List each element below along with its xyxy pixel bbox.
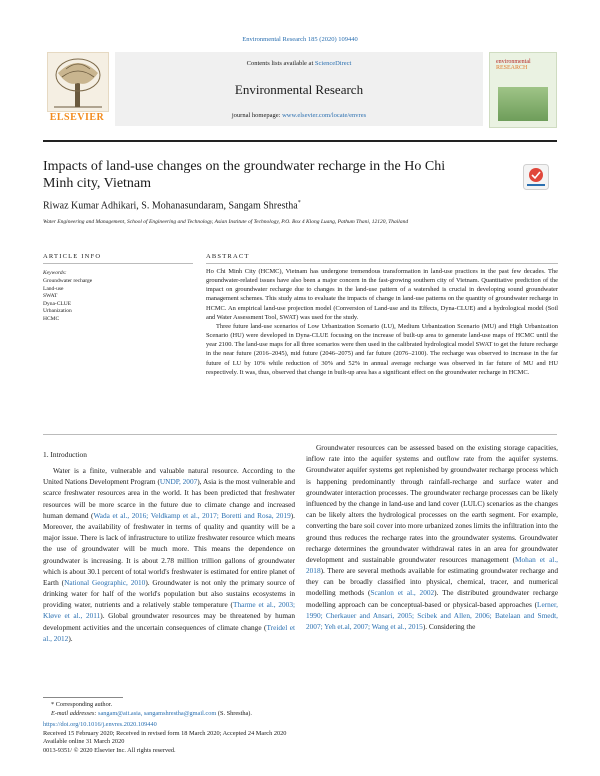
text-run: ), Asia is the most vulnerable and scarce freshwater resources area in the world. It has been predicted that freshwater resources will be more scarce in the future due to climate change and increased human demand (: [43, 477, 295, 520]
email-owner: (S. Shrestha).: [217, 710, 252, 717]
email-links[interactable]: sangam@ait.asia, sangamshrestha@gmail.com: [98, 710, 217, 717]
reference-link[interactable]: National Geographic, 2010: [64, 577, 146, 587]
reference-link[interactable]: UNDP, 2007: [159, 477, 198, 487]
article-title: Impacts of land-use changes on the groundwater recharge in the Ho Chi Minh city, Vietnam: [43, 159, 446, 191]
abstract-paragraph-2: Three future land-use scenarios of Low Urbanization Scenario (LU), Medium Urbanization Scenario (MU) and High Urbanization Scenario (HU) were developed in Dyna-CLUE focusing on the increase of built-up area to generate land-use maps of HCMC until the year 2100. The land-use maps for all three scenarios were then used in the calibrated hydrological model SWAT to get the future recharge in the near future (2016–2045), mid future (2046–2075) and far future (2076–2100). The recharge was observed to increase in the far future of LU by 10% while reduction of 30% and 52% in annual average recharge was observed in far future of MU and HU respectively. It was, thus, observed that change in built-up area has a significant effect on the groundwater recharge in HCMC.: [206, 322, 558, 376]
author-affiliation: Water Engineering and Management, School of Engineering and Technology, Asian Institute of Technology, P.O. Box 4 Klong Luang, Pathum Thani, 12120, Thailand: [43, 219, 409, 225]
keyword: SWAT: [43, 293, 58, 300]
journal-citation-line[interactable]: Environmental Research 185 (2020) 109440: [242, 36, 358, 43]
reference-link[interactable]: Mohan et al., 2018: [306, 554, 558, 576]
elsevier-logo[interactable]: [43, 52, 111, 126]
corresponding-author-note: [43, 700, 557, 709]
article-info-rule: [43, 263, 193, 264]
abstract-paragraph-1: Ho Chi Minh City (HCMC), Vietnam has undergone tremendous transformation in land-use practices in the past few decades. The groundwater-related issues have also been a major concern in the fast-growing southern city of Vietnam. Quantitative prediction of the impact on groundwater recharge due to changes in the land-use pattern of a watershed is crucial in developing sound groundwater management schemes. This study aims to evaluate the impacts of change in land-use patterns on the quantity of groundwater recharge in HCMC. An empirical land-use projection model (Conversion of Land-use and its Effects, Dyna-CLUE) and a hydrological model (Soil and Water Assessment Tool, SWAT) was used for the study.: [206, 268, 558, 321]
available-online: Available online 31 March 2020: [43, 738, 125, 746]
corresponding-author-text: Corresponding author.: [55, 701, 113, 708]
keyword: Groundwater recharge: [43, 278, 93, 284]
cover-line2: RESEARCH: [496, 65, 528, 71]
homepage-prefix: journal homepage:: [231, 112, 281, 119]
text-run: Groundwater resources can be assessed based on the existing storage capacities, inflow rate into the aquifer systems and outflow rate from the aquifer systems. Groundwater aquifer systems get replenished by groundwater recharge process which is happening predominantly through rainfall-recharge and surface water and groundwater interaction processes. The groundwater recharge processes can be likely influenced by the change in land-use and land cover (LULC) scenarios as the changes can be likely alters the hydrological processes on the earth segment. For example, converting the bare soil cover into more urbanized zones limits the infiltration into the ground thus reduces the recharge rates into the groundwater systems. Groundwater recharge determines the groundwater withdrawal rates in an area for groundwater development and sustainable groundwater resources management (: [306, 443, 558, 564]
journal-banner: [115, 52, 483, 126]
corresponding-author-mark[interactable]: *: [297, 200, 301, 206]
keywords-label: Keywords:: [43, 270, 67, 276]
keyword: Land-use: [43, 285, 64, 292]
cover-image: [498, 87, 548, 121]
intro-paragraph-1: [43, 465, 295, 644]
elsevier-wordmark: ELSEVIER: [49, 112, 105, 123]
abstract-bottom-rule: [43, 434, 557, 435]
homepage-link[interactable]: www.elsevier.com/locate/envres: [282, 112, 367, 119]
reference-link[interactable]: Wada et al., 2016; Veldkamp et al., 2017; Boretti and Rosa, 2019: [93, 510, 291, 520]
journal-title: Environmental Research: [234, 82, 364, 97]
publication-info: [43, 721, 286, 755]
received-dates: Received 15 February 2020; Received in revised form 18 March 2020; Accepted 24 March 2020: [43, 729, 287, 737]
introduction-heading: 1. Introduction: [43, 450, 87, 459]
author-list: [43, 200, 543, 211]
journal-homepage: [115, 112, 483, 119]
sciencedirect-link[interactable]: ScienceDirect: [314, 60, 352, 67]
abstract-body: [206, 267, 558, 377]
footnote-rule: [43, 697, 123, 698]
header-rule: [43, 140, 557, 142]
text-run: ). Global groundwater resources may be threatened by human development activities and the uncertain consequences of climate change (: [43, 611, 295, 632]
text-run: Water is a finite, vulnerable and valuable natural resource. According to the United Nations Development Program (: [43, 466, 295, 487]
text-run: ). Groundwater is not only the primary source of drinking water for half of the world's population but also sustains ecosystems in providing water, nutrients and a relatively stable temperature (: [43, 577, 295, 610]
journal-cover-icon[interactable]: [489, 52, 557, 128]
body-column-left: [43, 465, 295, 644]
keyword: HCMC: [43, 315, 60, 322]
reference-link[interactable]: Treidel et al., 2012: [43, 622, 295, 643]
email-note: [43, 709, 557, 718]
keyword: Dyna-CLUE: [43, 300, 72, 307]
text-run: ). There are several methods available for estimating groundwater recharge and they can be broadly classified into physical, chemical, tracer, and numerical modelling methods (: [306, 566, 558, 598]
text-run: ). Considering the: [422, 622, 476, 631]
doi-link[interactable]: https://doi.org/10.1016/j.envres.2020.109440: [43, 721, 157, 728]
contents-prefix: Contents lists available at: [246, 60, 314, 67]
text-run: ). Moreover, the availability of freshwater in terms of quality and quantity will be a major issue. There is lack of infrastructure to utilize freshwater resource which means the use of groundwater will be much more. This means the dependence on groundwater is increasing. It is about 2.78 million trillion gallons of groundwater which is about 30.1 percent of total world's freshwater is estimated for entire planet of Earth (: [43, 510, 295, 587]
reference-link[interactable]: Tharme et al., 2003; Kløve et al., 2011: [43, 600, 295, 621]
email-label: E-mail addresses:: [51, 710, 97, 717]
keywords-list: [43, 278, 92, 324]
copyright: 0013-9351/ © 2020 Elsevier Inc. All rights reserved.: [43, 746, 176, 754]
author-names: Riwaz Kumar Adhikari, S. Mohanasundaram, Sangam Shrestha: [43, 200, 298, 212]
article-info-heading: ARTICLE INFO: [43, 253, 102, 260]
abstract-heading: ABSTRACT: [206, 253, 250, 260]
cover-title: [496, 59, 550, 71]
footnote-block: [43, 697, 557, 718]
journal-header: [43, 52, 557, 128]
intro-paragraph-2: [306, 442, 558, 632]
text-run: ).: [68, 633, 73, 643]
elsevier-tree-icon: [47, 52, 109, 112]
crossmark-icon[interactable]: [523, 164, 549, 190]
reference-link[interactable]: Lerner, 1990; Cherkauer and Ansari, 2005; Scibek and Allen, 2006; Batelaan and Smedt, 2007; Yeh et.al, 2007; Wang et al., 2015: [306, 599, 558, 631]
text-run: ). The distributed groundwater recharge modelling approach can be conceptual-based or physical-based approaches (: [306, 588, 558, 609]
cover-line1: environmental: [496, 59, 531, 65]
reference-link[interactable]: Scanlon et al., 2002: [370, 588, 435, 598]
body-column-right: [306, 442, 558, 632]
contents-availability: [115, 60, 483, 67]
keyword: Urbanization: [43, 308, 72, 315]
footnote-mark: *: [51, 701, 55, 708]
abstract-rule: [206, 263, 558, 264]
